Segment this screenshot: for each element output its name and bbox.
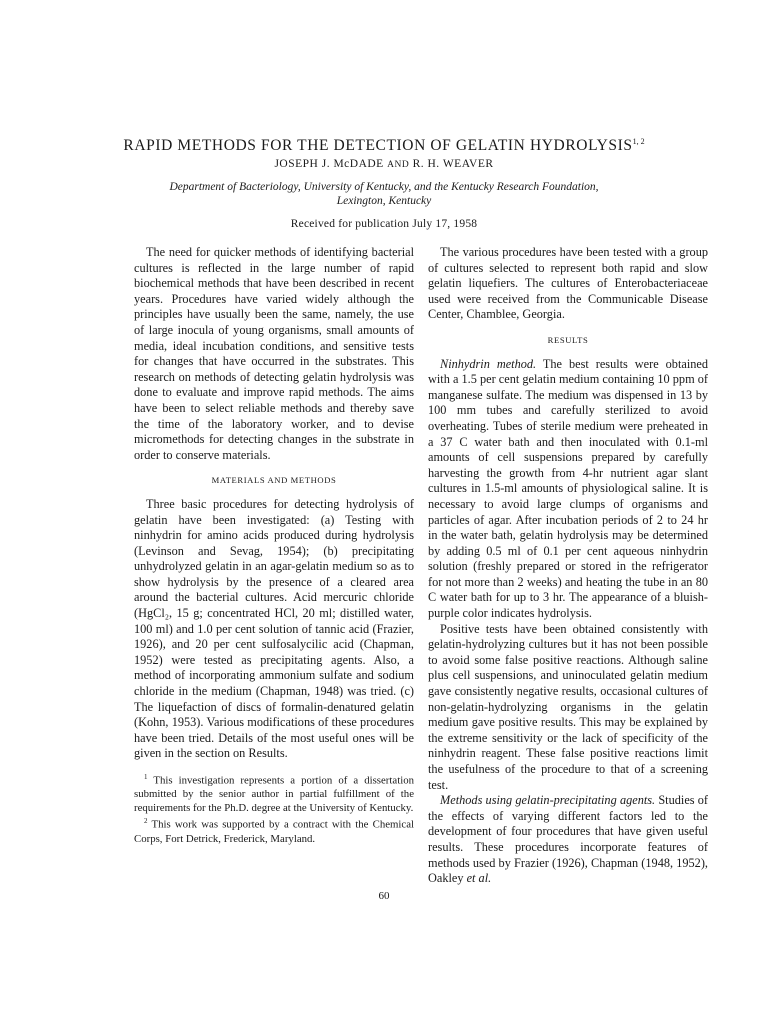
footnote-1-mark: 1 xyxy=(144,773,148,781)
ninhydrin-paragraph xyxy=(428,357,708,622)
author-1: JOSEPH J. McDADE xyxy=(274,158,384,170)
cultures-paragraph: The various procedures have been tested with a group of cultures selected to represent both rapid and slow gelatin liquefiers. The cultures of Enterobacteriaceae used were received from the Communicable Disease Center, Chamblee, Georgia. xyxy=(428,245,708,322)
affiliation: Department of Bacteriology, University of Kentucky, and the Kentucky Research Foundation, Lexington, Kentucky xyxy=(169,181,599,207)
author-line xyxy=(0,158,768,170)
ninhydrin-text: The best results were obtained with a 1.5 per cent gelatin medium containing 10 ppm of manganese sulfate. The medium was dispensed in 13 by 100 mm tubes and carefully sterilized to avoid overheating. Tubes of sterile medium were preheated in a 37 C water bath and then inoculated with 0.1-ml amounts of cell suspensions prepared by carefully harvesting the growth from 4-hr nutrient agar slant cultures in 1.5-ml amounts of physiological saline. It is necessary to avoid large clumps of organisms and particles of agar. After incubation periods of 2 to 24 hr in the water bath, gelatin hydrolysis may be determined by adding 0.5 ml of 0.1 per cent aqueous ninhydrin solution (freshly prepared or stored in the refrigerator for not more than 2 weeks) and heating the tube in an 80 C water bath for up to 3 hr. The appearance of a bluish-purple color indicates hydrolysis. xyxy=(428,356,708,621)
author-2: R. H. WEAVER xyxy=(412,158,494,170)
section-heading-results: RESULTS xyxy=(547,334,589,345)
left-column xyxy=(134,245,414,846)
footnote-1 xyxy=(134,771,414,815)
intro-paragraph: The need for quicker methods of identifying bacterial cultures is reflected in the large number of rapid biochemical methods that have been described in recent years. Procedures have varied widely although the principles have usually been the same, namely, the use of large inocula of young organisms, small amounts of media, ideal incubation conditions, and sensitive tests for changes that have occurred in the substrates. This research on methods of detecting gelatin hydrolysis was done to evaluate and improve rapid methods. The aims have been to select reliable methods and thereby save the time of the laboratory worker, and to devise micromethods for detecting changes in the substrate in order to conserve materials. xyxy=(134,245,414,462)
article-title: RAPID METHODS FOR THE DETECTION OF GELATIN HYDROLYSIS$^{1, 2}$ xyxy=(123,137,645,155)
footnote-1-text: This investigation represents a portion of a dissertation submitted by the senior author in partial fulfillment of the requirements for the Ph.D. degree at the University of Kentucky. xyxy=(134,774,414,814)
right-column xyxy=(428,245,708,887)
precipitating-heading: Methods using gelatin-precipitating agents. xyxy=(440,793,656,808)
ninhydrin-heading: Ninhydrin method. xyxy=(440,356,537,371)
footnote-2-text: This work was supported by a contract with the Chemical Corps, Fort Detrick, Frederick, Maryland. xyxy=(134,818,414,845)
received-date: Received for publication July 17, 1958 xyxy=(290,218,478,230)
et-al: et al. xyxy=(466,871,492,886)
footnote-2 xyxy=(134,815,414,846)
page-number: 60 xyxy=(378,890,390,902)
footnotes xyxy=(134,771,414,846)
section-heading-materials: MATERIALS AND METHODS xyxy=(211,475,337,486)
methods-paragraph: Three basic procedures for detecting hydrolysis of gelatin have been investigated: (a) Testing with ninhydrin for amino acids produced during hydrolysis (Levinson and Sevag, 1954); (b) precipitating unhydrolyzed gelatin in an agar-gelatin medium so as to show hydrolysis by the presence of a cleared area around the bacterial cultures. Acid mercuric chloride (HgCl₂, 15 g; concentrated HCl, 20 ml; distilled water, 100 ml) and 1.0 per cent solution of tannic acid (Frazier, 1926), and 20 per cent sulfosalycilic acid (Chapman, 1952) were tested as precipitating agents. Also, a method of incorporating ammonium sulfate and sodium chloride in the medium (Chapman, 1948) was tried. (c) The liquefaction of discs of formalin-denatured gelatin (Kohn, 1953). Various modifications of these procedures have been tried. Details of the most useful ones will be given in the section on Results. xyxy=(134,496,414,761)
author-joiner: AND xyxy=(387,160,410,170)
footnote-2-mark: 2 xyxy=(144,817,148,826)
precipitating-text: Studies of the effects of varying different factors led to the development of four procedures that have given useful results. These procedures incorporate features of methods used by Frazier (1926), Chapman (1948, 1952), Oakley xyxy=(428,793,709,886)
precipitating-paragraph xyxy=(428,793,708,887)
positive-tests-paragraph: Positive tests have been obtained consistently with gelatin-hydrolyzing cultures but it has not been possible to avoid some false positive reactions. Although saline plus cell suspensions, and uninoculated gelatin medium gave consistently negative results, occasional cultures of non-gelatin-hydrolyzing organisms in the gelatin medium gave positive results. This may be explained by the extreme sensitivity or the lack of specificity of the ninhydrin reagent. These false positive reactions limit the usefulness of the procedure to that of a screening test. xyxy=(428,621,708,792)
title-footnote-marks: 1, 2 xyxy=(632,137,645,146)
